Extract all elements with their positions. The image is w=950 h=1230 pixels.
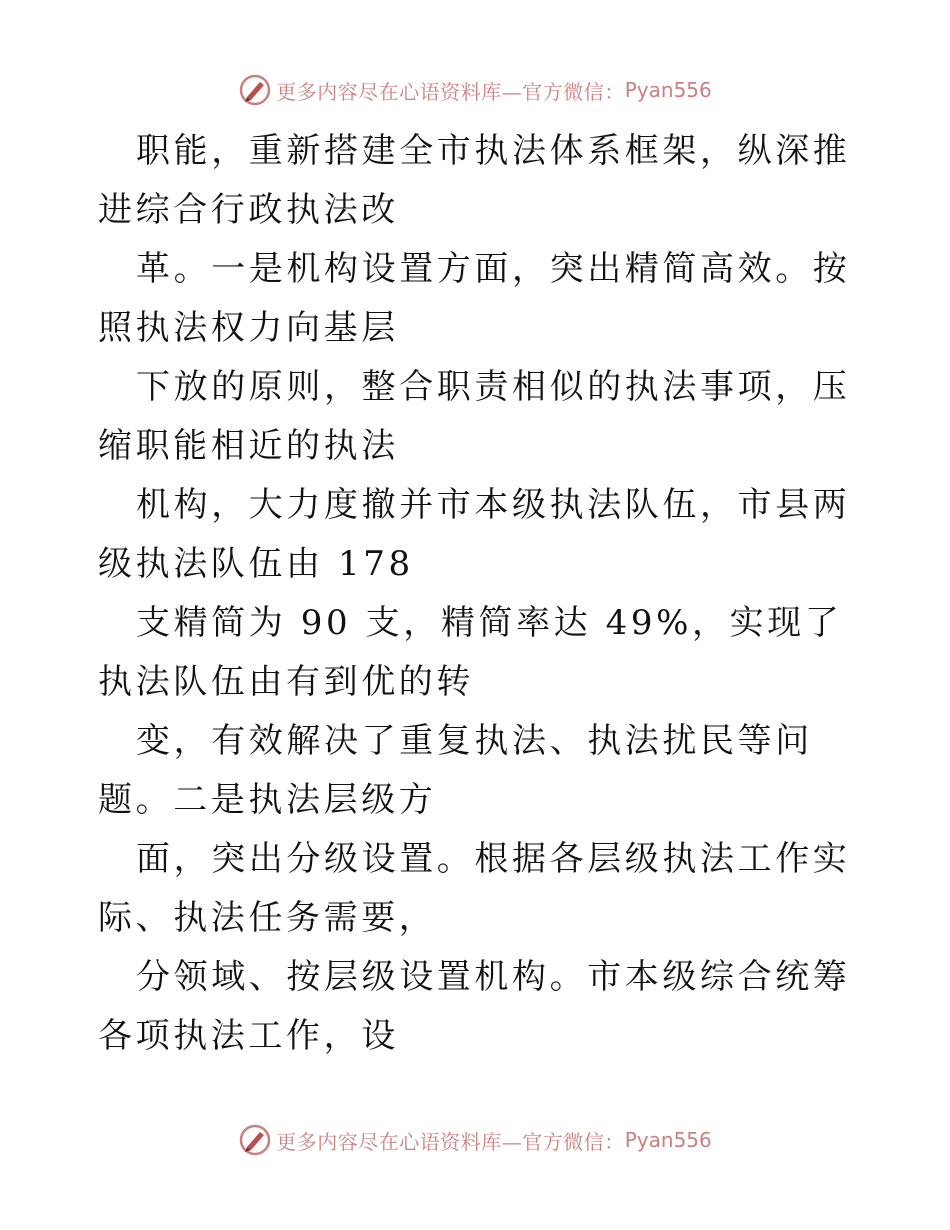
paragraph: 变，有效解决了重复执法、执法扰民等问题。二是执法层级方 <box>98 721 813 820</box>
paragraph: 机构，大力度撤并市本级执法队伍，市县两级执法队伍由 178 <box>98 485 851 584</box>
header-watermark <box>0 70 950 110</box>
pen-logo-icon <box>238 73 272 107</box>
paragraph: 分领域、按层级设置机构。市本级综合统筹各项执法工作，设 <box>98 957 851 1056</box>
paragraph: 职能，重新搭建全市执法体系框架，纵深推进综合行政执法改 <box>98 131 851 230</box>
watermark-text: 更多内容尽在心语资料库—官方微信： <box>276 1129 625 1154</box>
watermark-wechat-id: Pyan556 <box>624 1128 712 1152</box>
pen-logo-icon <box>238 1123 272 1157</box>
watermark-text: 更多内容尽在心语资料库—官方微信： <box>276 79 625 104</box>
footer-watermark <box>0 1120 950 1160</box>
paragraph: 革。一是机构设置方面，突出精简高效。按照执法权力向基层 <box>98 249 851 348</box>
document-body <box>98 122 858 1066</box>
paragraph: 支精简为 90 支，精简率达 49%，实现了执法队伍由有到优的转 <box>98 603 843 702</box>
paragraph: 下放的原则，整合职责相似的执法事项，压缩职能相近的执法 <box>98 367 851 466</box>
paragraph: 面，突出分级设置。根据各层级执法工作实际、执法任务需要， <box>98 839 851 938</box>
watermark-wechat-id: Pyan556 <box>624 78 712 102</box>
